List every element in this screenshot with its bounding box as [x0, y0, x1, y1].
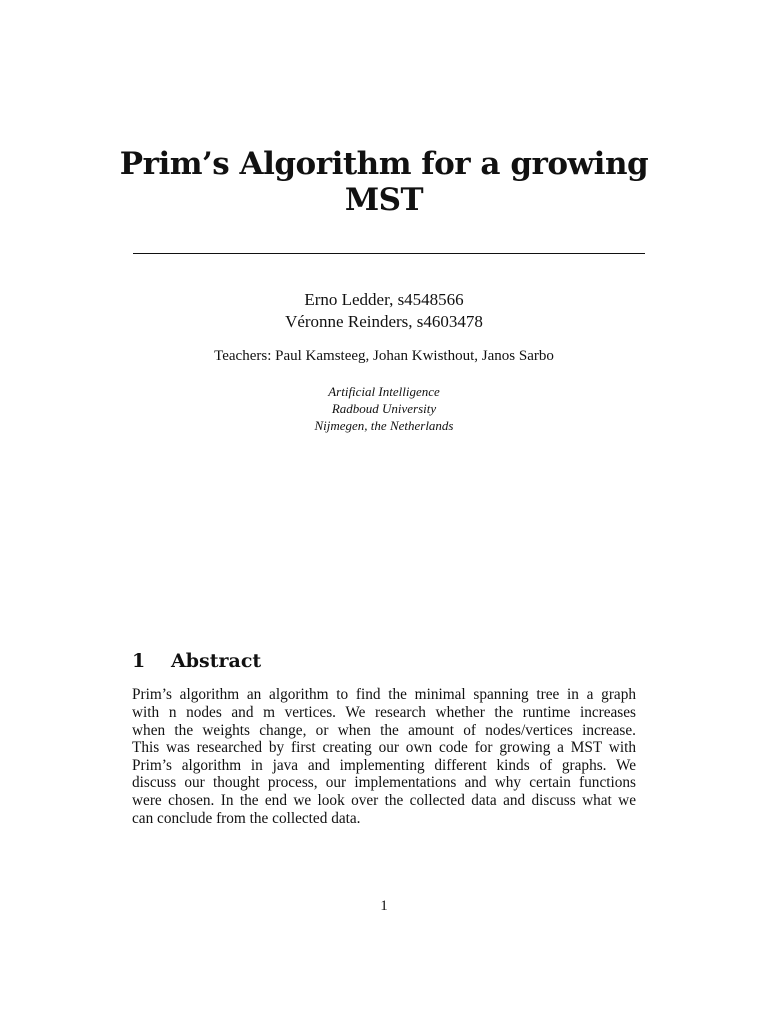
abstract-line-2: with n nodes and m vertices. We research whether the runtime increases	[132, 704, 636, 721]
affiliation-location: Nijmegen, the Netherlands	[314, 418, 454, 433]
paper-title-line-1: Prim’s Algorithm for a growing	[119, 146, 649, 182]
abstract-line-1: Prim’s algorithm an algorithm to find the minimal spanning tree in a graph	[132, 686, 636, 703]
teachers-line: Teachers: Paul Kamsteeg, Johan Kwisthout, Janos Sarbo	[214, 348, 554, 364]
author-2: Véronne Reinders, s4603478	[285, 312, 483, 331]
abstract-line-6: discuss our thought process, our implementations and why certain functions	[132, 774, 636, 791]
title-divider	[133, 253, 645, 254]
paper-title-line-2: MST	[344, 182, 424, 218]
paper-title	[110, 146, 658, 218]
abstract-line-8: can conclude from the collected data.	[132, 810, 361, 827]
abstract-line-7: were chosen. In the end we look over the collected data and discuss what we	[132, 792, 636, 809]
section-number: 1	[132, 650, 146, 672]
affiliation-department: Artificial Intelligence	[328, 384, 440, 399]
section-title: Abstract	[171, 650, 262, 672]
section-heading-abstract	[132, 649, 261, 673]
abstract-line-3: when the weights change, or when the amount of nodes/vertices increase.	[132, 722, 636, 739]
abstract-line-4: This was researched by first creating our own code for growing a MST with	[132, 739, 636, 756]
abstract-line-5: Prim’s algorithm in java and implementing different kinds of graphs. We	[132, 757, 636, 774]
page-number: 1	[380, 898, 388, 914]
author-1: Erno Ledder, s4548566	[304, 290, 464, 309]
affiliation-university: Radboud University	[331, 401, 437, 416]
